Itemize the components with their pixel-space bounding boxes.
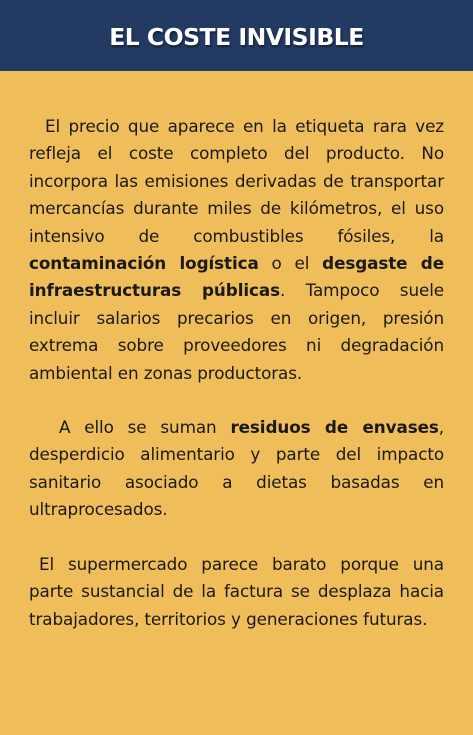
paragraph-3-text-a: El supermercado parece barato porque una parte sustancial de la factura se desplaza hacia trabajadores, territorios y generaciones futuras. (29, 553, 444, 629)
paragraph-2-text-c: , desperdicio alimentario y parte del impacto sanitario asociado a dietas basadas en ultraprocesados. (29, 417, 444, 520)
body-text (0, 71, 473, 633)
paragraph-1-bold-desgaste: desgaste de infraestructuras públicas (29, 253, 445, 301)
paragraph-1 (29, 113, 444, 387)
paragraph-1-bold-contaminacion: contaminación logística (29, 253, 259, 274)
paragraph-3 (29, 551, 444, 633)
paragraph-2-text-a: A ello se suman (59, 417, 231, 438)
page-title: EL COSTE INVISIBLE (109, 22, 364, 51)
paragraph-1-text-d: . Tampoco suele incluir salarios precarios en origen, presión extrema sobre proveedores ni degradación ambiental en zonas productoras. (29, 280, 444, 383)
paragraph-1-text-c: o el (258, 253, 323, 274)
paragraph-2-bold-residuos: residuos de envases (230, 417, 439, 438)
paragraph-1-text-a: El precio que aparece en la etiqueta rara vez refleja el coste completo del producto. No incorpora las emisiones derivadas de transportar mercancías durante miles de kilómetros, el uso intensivo de combustibles fósiles, la (29, 116, 444, 246)
paragraph-2 (29, 414, 444, 524)
header-banner (0, 0, 473, 71)
